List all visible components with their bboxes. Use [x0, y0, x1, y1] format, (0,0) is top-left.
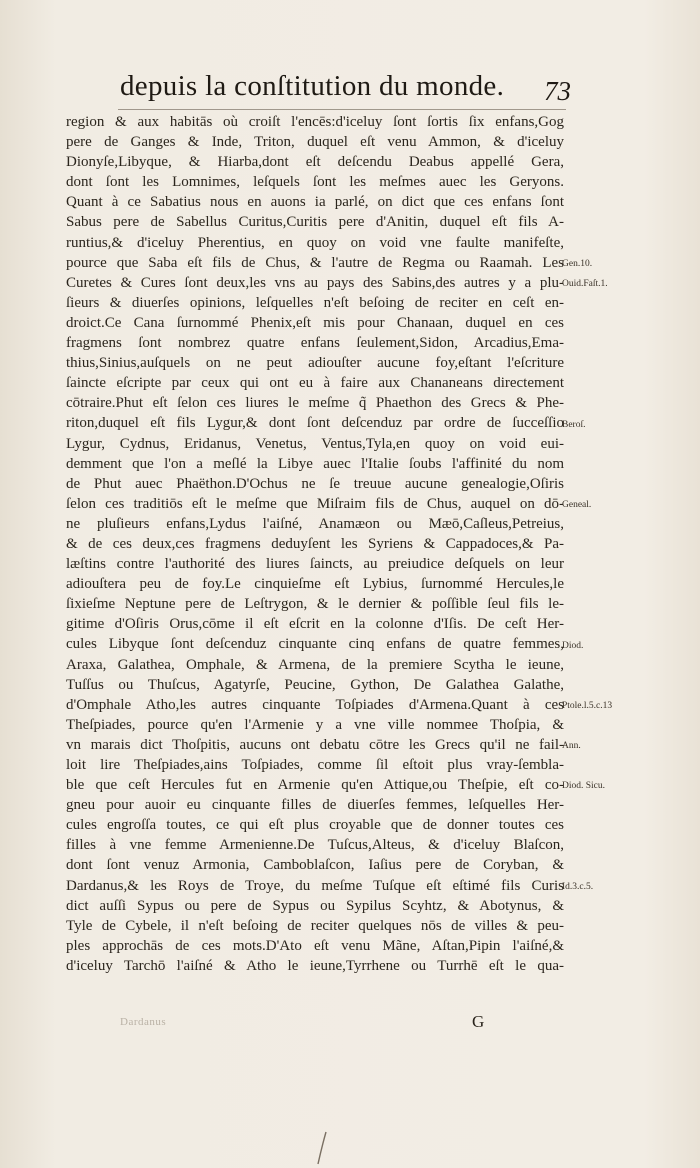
text-line: cules engroſſa toutes, ce qui eſt plus croyable que de donner toutes ces: [66, 817, 564, 834]
text-line: Lygur, Cydnus, Eridanus, Venetus, Ventus,Tyla,en quoy on void eui-: [66, 435, 564, 452]
text-line: ſixieſme Neptune pere de Leſtrygon, & le dernier & poſſible ſeul fils le-: [66, 596, 564, 613]
text-line: ſieurs & diuerſes opinions, leſquelles n'eſt beſoing de reciter en ceſt en-: [66, 294, 564, 311]
text-line: cules Libyque ſont deſcenduz cinquante cinq enfans de quatre femmes,: [66, 636, 564, 653]
ink-stroke-mark: [310, 1130, 334, 1166]
header-rule: [118, 109, 566, 110]
running-title: depuis la conſtitution du monde.: [120, 70, 505, 102]
text-line: loit lire Theſpiades,ains Toſpiades, comme ſil eſtoit plus vray-ſembla-: [66, 757, 564, 773]
margin-note: Beroſ.: [562, 419, 586, 430]
margin-note: Geneal.: [562, 499, 592, 510]
text-line: dont ſont venuz Armonia, Camboblaſcon, Iaſius pere de Coryban, &: [66, 857, 564, 874]
text-line: ſaincte eſcripte par ceux qui ont eu à faire aux Chananeans directement: [66, 375, 564, 392]
text-line: gitime d'Oſiris Orus,cōme il eſt eſcrit en la colonne d'Iſis. De ceſt Her-: [66, 616, 564, 633]
signature-mark: G: [472, 1012, 485, 1031]
body-text: [66, 112, 564, 976]
text-line: læſtins contre l'authorité des liures ſaincts, au preiudice deſquels on leur: [66, 556, 564, 573]
text-line: gneu pour auoir eu cinquante filles de diuerſes femmes, leſquelles Her-: [66, 797, 564, 814]
text-line: demment que l'on a meſlé la Libye auec l'Italie ſoubs l'affinité du nom: [66, 455, 564, 472]
bleed-through-catchword: Dardanus: [120, 1016, 167, 1028]
margin-note: Diod. Sicu.: [562, 781, 606, 792]
text-line: ne pluſieurs enfans,Lydus l'aiſné, Anamæon ou Mæō,Caſleus,Petreius,: [66, 515, 564, 532]
text-line: de Phut auec Phaëthon.D'Ochus ne ſe treuue aucune genealogie,Oſiris: [66, 475, 564, 492]
text-line: droict.Ce Cana ſurnommé Phenix,eſt mis pour Chanaan, duquel en ces: [66, 314, 564, 331]
text-line: d'iceluy Tarchō l'aiſné & Atho le ieune,Tyrrhene ou Turrhē eſt le qua-: [66, 957, 564, 974]
text-line: dict auſſi Sypus ou pere de Sypus ou Sypilus Scyhtz, & Abotynus, &: [66, 897, 564, 914]
margin-note: Diod.: [562, 640, 584, 651]
text-line: thius,Sinius,auſquels on ne peut adiouſter aucune foy,eſtant l'eſcriture: [66, 355, 564, 372]
margin-notes: [562, 0, 632, 1168]
text-line: ples approchās de ces mots.D'Ato eſt venu Mãne, Aſtan,Pipin l'aiſné,&: [66, 937, 564, 954]
text-line: Theſpiades, pource qu'en l'Armenie y a vne ville nommee Thoſpia, &: [66, 716, 564, 733]
text-line: adiouſtera peu de foy.Le cinquieſme eſt Lybius, ſurnommé Hercules,le: [66, 576, 564, 593]
text-line: Sabus pere de Sabellus Curitus,Curitis pere d'Anitin, duquel eſt fils A-: [66, 214, 564, 231]
margin-note: Id.3.c.5.: [562, 881, 594, 892]
text-line: cōtraire.Phut eſt ſelon ces liures le meſme q̃ Phaethon des Grecs & Phe-: [66, 395, 564, 412]
text-line: ſelon ces traditiōs eſt le meſme que Miſraim fils de Chus, auquel on dō-: [66, 495, 564, 512]
text-line: Tuſſus ou Thuſcus, Agatyrſe, Peucine, Gython, De Galathea Galathe,: [66, 676, 564, 693]
running-head: [120, 70, 570, 112]
text-line: Curetes & Cures ſont deux,les vns au pays des Sabins,des autres y a plu-: [66, 274, 564, 291]
text-line: region & aux habitās où croiſt l'encēs:d'iceluy ſont ſortis ſix enfans,Gog: [66, 114, 564, 130]
text-line: Dionyſe,Libyque, & Hiarba,dont eſt deſcendu Deabus appellé Gera,: [66, 154, 564, 171]
text-line: pere de Ganges & Inde, Triton, duquel eſt venu Ammon, & d'iceluy: [66, 134, 564, 151]
margin-note: Ann.: [562, 741, 581, 752]
text-line: pource que Saba eſt fils de Chus, & l'autre de Regma ou Raamah. Les: [66, 254, 564, 271]
text-line: riton,duquel eſt fils Lygur,& dont ſont deſcenduz par ordre de ſucceſſio: [66, 415, 564, 432]
text-line: ble que ceſt Hercules fut en Armenie qu'en Attique,ou Theſpie, eſt co-: [66, 777, 564, 794]
margin-note: Gen.10.: [562, 258, 593, 269]
text-line: & de ces deux,ces fragmens deduyſent les Syriens & Cappadoces,& Pa-: [66, 535, 564, 552]
text-line: Tyle de Cybele, il n'eſt beſoing de reciter quelques nōs de villes & peu-: [66, 917, 564, 934]
text-line: d'Omphale Atho,les autres cinquante Toſpiades d'Armena.Quant à ces: [66, 696, 564, 713]
text-line: Araxa, Galathea, Omphale, & Armena, de la premiere Scytha le ieune,: [66, 656, 564, 673]
margin-note: Ouid.Faſt.1.: [562, 278, 608, 289]
margin-note: Ptole.l.5.c.13: [562, 700, 613, 711]
text-line: Quant à ce Sabatius nous en auons ia parlé, on dict que ces enfans ſont: [66, 194, 564, 211]
text-line: dont ſont les Lomnimes, leſquels ſont les meſmes auec les Geryons.: [66, 174, 564, 191]
text-line: filles à vne femme Armenienne.De Tuſcus,Alteus, & d'iceluy Blaſcon,: [66, 837, 564, 854]
text-line: Dardanus,& les Roys de Troye, du meſme Tuſque eſt eſtimé fils Curis: [66, 877, 564, 894]
text-line: fragmens ſont nombrez quatre enfans ſeulement,Sidon, Arcadius,Ema-: [66, 335, 564, 352]
text-line: vn marais dict Thoſpitis, aucuns ont debatu cōtre les Grecs qu'il ne fail-: [66, 736, 564, 753]
page-number: 73: [544, 76, 571, 106]
text-line: runtius,& d'iceluy Pherentius, en quoy on void vne faulte manifeſte,: [66, 234, 564, 251]
